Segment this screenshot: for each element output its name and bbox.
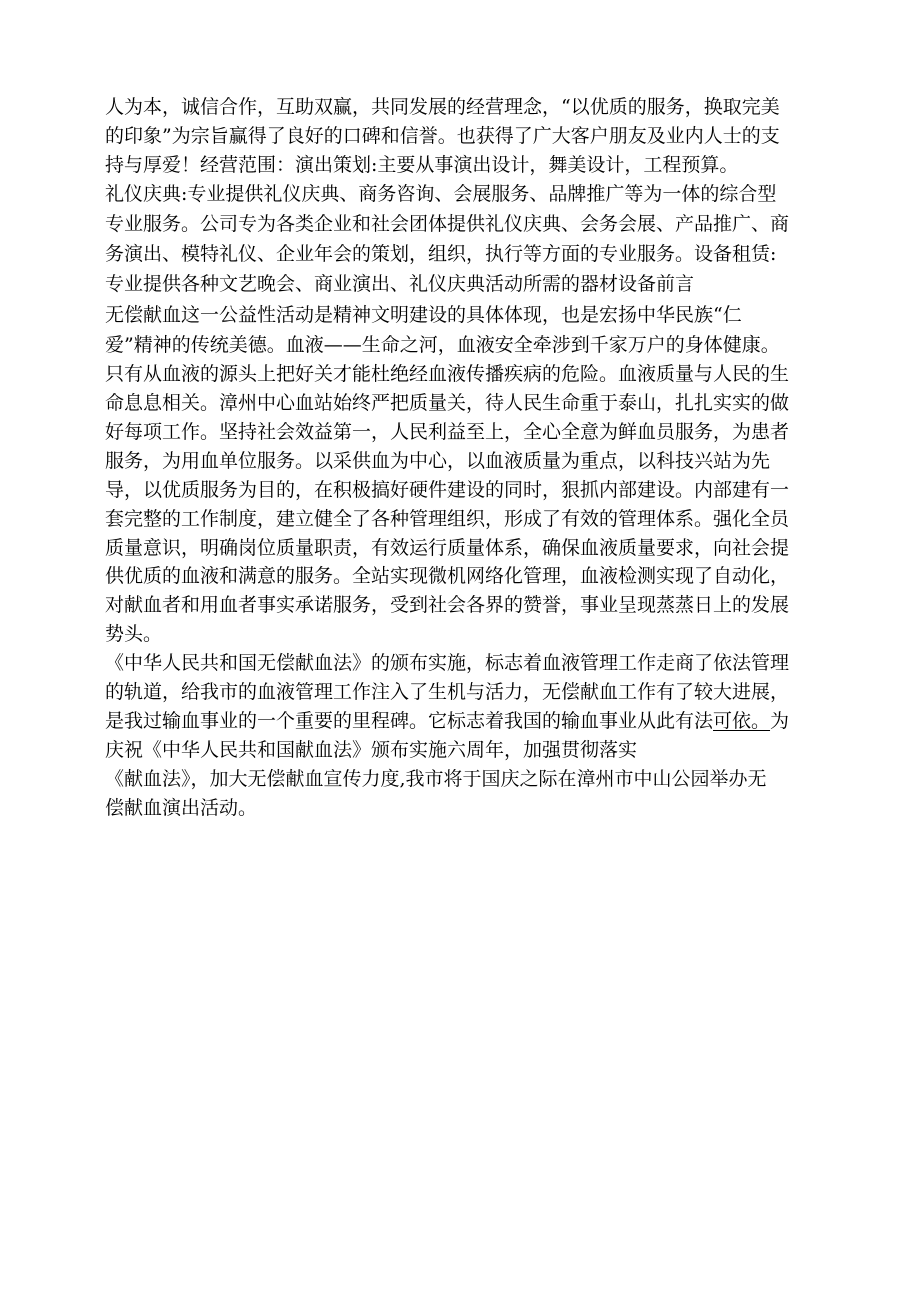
preface-line: 对献血者和用血者事实承诺服务，受到社会各界的赞誉，事业呈现蒸蒸日上的发展 [105, 594, 790, 616]
preface-line: 爱”精神的传统美德。血液——生命之河，血液安全牵涉到千家万户的身体健康。 [105, 334, 780, 356]
law-text: 是我过输血事业的一个重要的里程碑。它标志着我国的输血事业从此有法 [105, 710, 714, 732]
intro-line: 专业服务。公司专为各类企业和社会团体提供礼仪庆典、会务会展、产品推广、商 [105, 213, 790, 235]
intro-line: 务演出、模特礼仪、企业年会的策划，组织，执行等方面的专业服务。设备租赁: [105, 243, 777, 265]
underlined-text: 可依。 [713, 710, 771, 732]
intro-line: 持与厚爱！经营范围：演出策划:主要从事演出设计，舞美设计，工程预算。 [105, 154, 739, 176]
preface-line: 供优质的血液和满意的服务。全站实现微机网络化管理，血液检测实现了自动化， [105, 565, 790, 587]
preface-line: 无偿献血这一公益性活动是精神文明建设的具体体现，也是宏扬中华民族“仁 [105, 304, 742, 326]
preface-line: 质量意识，明确岗位质量职责，有效运行质量体系，确保血液质量要求，向社会提 [105, 537, 790, 559]
preface-line: 命息息相关。漳州中心血站始终严把质量关，待人民生命重于泰山，扎扎实实的做 [105, 392, 790, 414]
law-line: 庆祝《中华人民共和国献血法》颁布实施六周年，加强贯彻落实 [105, 739, 638, 761]
intro-line: 专业提供各种文艺晚会、商业演出、礼仪庆典活动所需的器材设备前言 [105, 273, 695, 295]
preface-line: 套完整的工作制度，建立健全了各种管理组织，形成了有效的管理体系。强化全员 [105, 508, 790, 530]
intro-line: 人为本，诚信合作，互助双赢，共同发展的经营理念，“以优质的服务，换取完美 [105, 96, 780, 118]
preface-line: 导，以优质服务为目的，在积极搞好硬件建设的同时，狠抓内部建设。内部建有一 [105, 479, 790, 501]
law-text: 为 [770, 710, 790, 732]
law-line: 《中华人民共和国无偿献血法》的颁布实施，标志着血液管理工作走商了依法管理 [105, 652, 790, 674]
intro-line: 礼仪庆典:专业提供礼仪庆典、商务咨询、会展服务、品牌推广等为一体的综合型 [105, 183, 777, 205]
preface-line: 好每项工作。坚持社会效益第一，人民利益至上，全心全意为鲜血员服务，为患者 [105, 421, 790, 443]
law-line: 《献血法》，加大无偿献血宣传力度,我市将于国庆之际在漳州市中山公园举办无 [105, 768, 767, 790]
law-line: 偿献血演出活动。 [105, 797, 258, 819]
intro-line: 的印象”为宗旨赢得了良好的口碑和信誉。也获得了广大客户朋友及业内人士的支 [105, 125, 780, 147]
preface-line: 势头。 [105, 623, 163, 645]
preface-line: 服务，为用血单位服务。以采供血为中心，以血液质量为重点，以科技兴站为先 [105, 450, 771, 472]
law-line-with-underline [105, 709, 789, 733]
law-line: 的轨道，给我市的血液管理工作注入了生机与活力，无偿献血工作有了较大进展， [105, 681, 790, 703]
preface-line: 只有从血液的源头上把好关才能杜绝经血液传播疾病的危险。血液质量与人民的生 [105, 363, 790, 385]
